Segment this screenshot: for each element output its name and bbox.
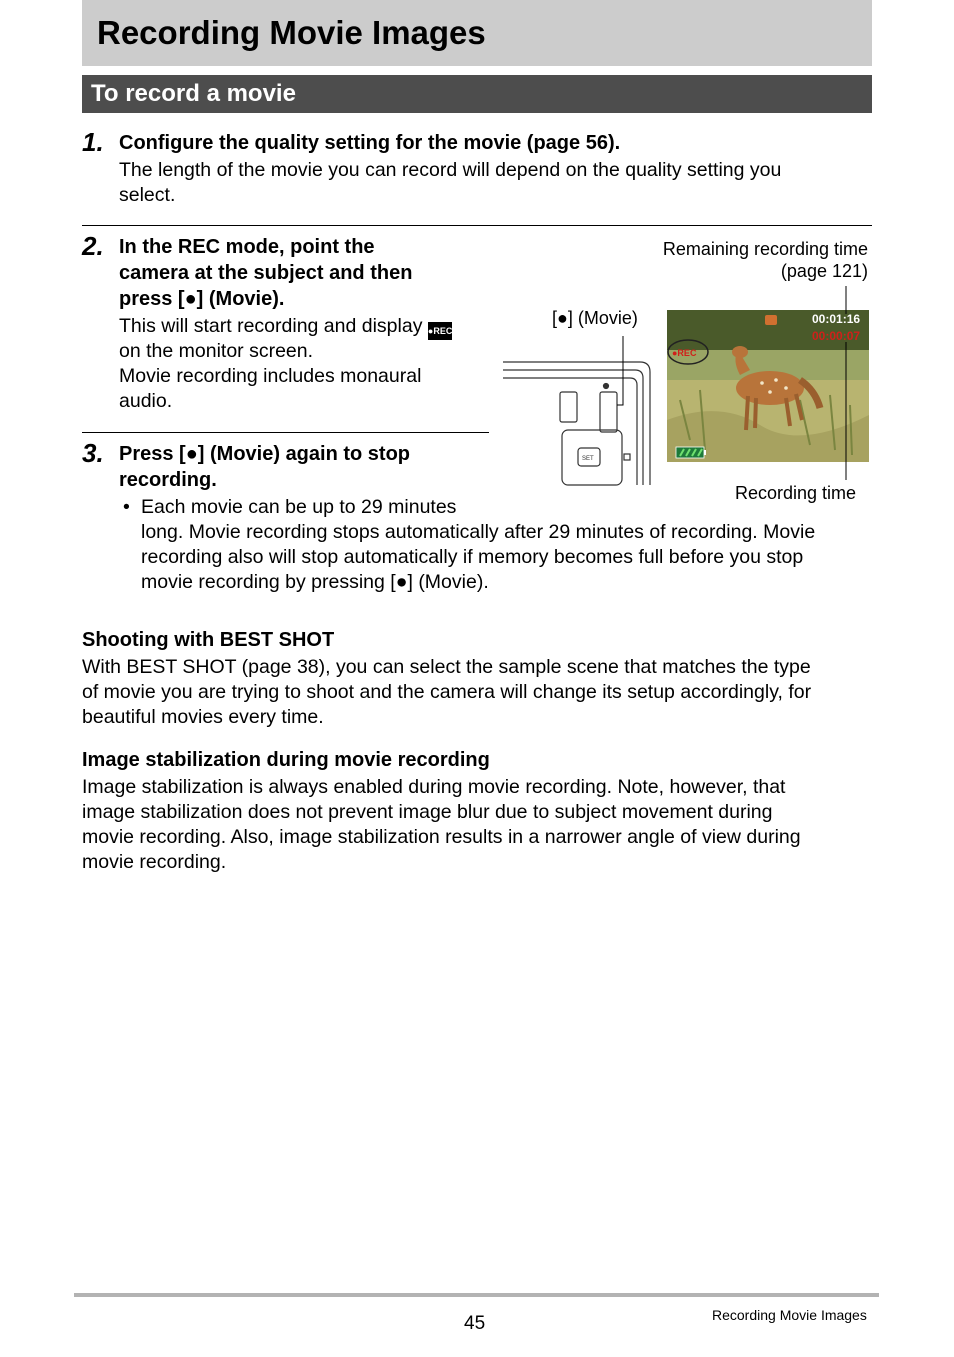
step-2-heading-line: press [●] (Movie). — [119, 288, 285, 310]
section-subtitle: To record a movie — [91, 80, 296, 107]
set-button-label: SET — [582, 456, 594, 462]
step-2-heading-line: camera at the subject and then — [119, 262, 413, 284]
rec-icon: ●REC — [428, 322, 452, 340]
step-2-body-line: audio. — [119, 390, 173, 412]
camera-body — [503, 362, 650, 485]
caption-recording-time: Recording time — [735, 483, 857, 503]
battery-icon — [676, 447, 706, 458]
stabilization-heading: Image stabilization during movie recording — [82, 749, 490, 771]
step-2-body-line: Movie recording includes monaural — [119, 365, 422, 387]
bullet-marker: • — [123, 496, 130, 518]
best-shot-line: beautiful movies every time. — [82, 706, 324, 728]
step-2-body-text: This will start recording and display — [119, 315, 423, 337]
step-3-heading-line: Press [●] (Movie) again to stop — [119, 443, 411, 465]
movie-quality-icon — [765, 315, 777, 325]
step-3-bullet-line: long. Movie recording stops automatically after 29 minutes of recording. Movie — [141, 521, 816, 543]
step-3-number: 3. — [82, 438, 104, 468]
step-2-number: 2. — [82, 231, 104, 261]
footer-section-name: Recording Movie Images — [712, 1307, 867, 1323]
stabilization-line: movie recording. — [82, 851, 227, 873]
stabilization-line: movie recording. Also, image stabilization results in a narrower angle of view during — [82, 826, 801, 848]
page-title: Recording Movie Images — [97, 14, 486, 51]
screen-remaining-time: 00:01:16 — [812, 312, 861, 326]
step-2-heading-line: In the REC mode, point the — [119, 236, 375, 258]
step-3-bullet-line: Each movie can be up to 29 minutes — [141, 496, 457, 518]
screen-elapsed-time: 00:00:07 — [812, 329, 861, 343]
step-1-body-line: The length of the movie you can record will depend on the quality setting you — [119, 159, 782, 181]
caption-remaining-time: Remaining recording time — [662, 239, 868, 259]
stabilization-line: Image stabilization is always enabled during movie recording. Note, however, that — [82, 776, 786, 798]
divider — [82, 432, 489, 433]
best-shot-line: With BEST SHOT (page 38), you can select the sample scene that matches the type — [82, 656, 811, 678]
monitor-screen — [667, 310, 869, 462]
screen-rec-indicator: ●REC — [672, 348, 697, 358]
step-1-number: 1. — [82, 127, 104, 157]
page-number: 45 — [464, 1313, 486, 1334]
step-2-body-line — [119, 314, 452, 340]
step-3-heading-line: recording. — [119, 469, 217, 491]
divider — [82, 225, 872, 226]
caption-remaining-time-page: (page 121) — [780, 261, 868, 281]
stabilization-line: image stabilization does not prevent image blur due to subject movement during — [82, 801, 773, 823]
step-1-body-line: select. — [119, 184, 176, 206]
caption-movie-button: [●] (Movie) — [552, 308, 638, 328]
best-shot-heading: Shooting with BEST SHOT — [82, 629, 335, 651]
step-2-body-line: on the monitor screen. — [119, 340, 314, 362]
footer-rule — [74, 1293, 879, 1297]
best-shot-line: of movie you are trying to shoot and the camera will change its setup accordingly, for — [82, 681, 812, 703]
step-3-bullet-line: movie recording by pressing [●] (Movie). — [141, 571, 489, 593]
step-3-bullet-line: recording also will stop automatically if memory becomes full before you stop — [141, 546, 804, 568]
camera-figure — [500, 280, 872, 490]
step-1-heading: Configure the quality setting for the movie (page 56). — [119, 132, 621, 154]
